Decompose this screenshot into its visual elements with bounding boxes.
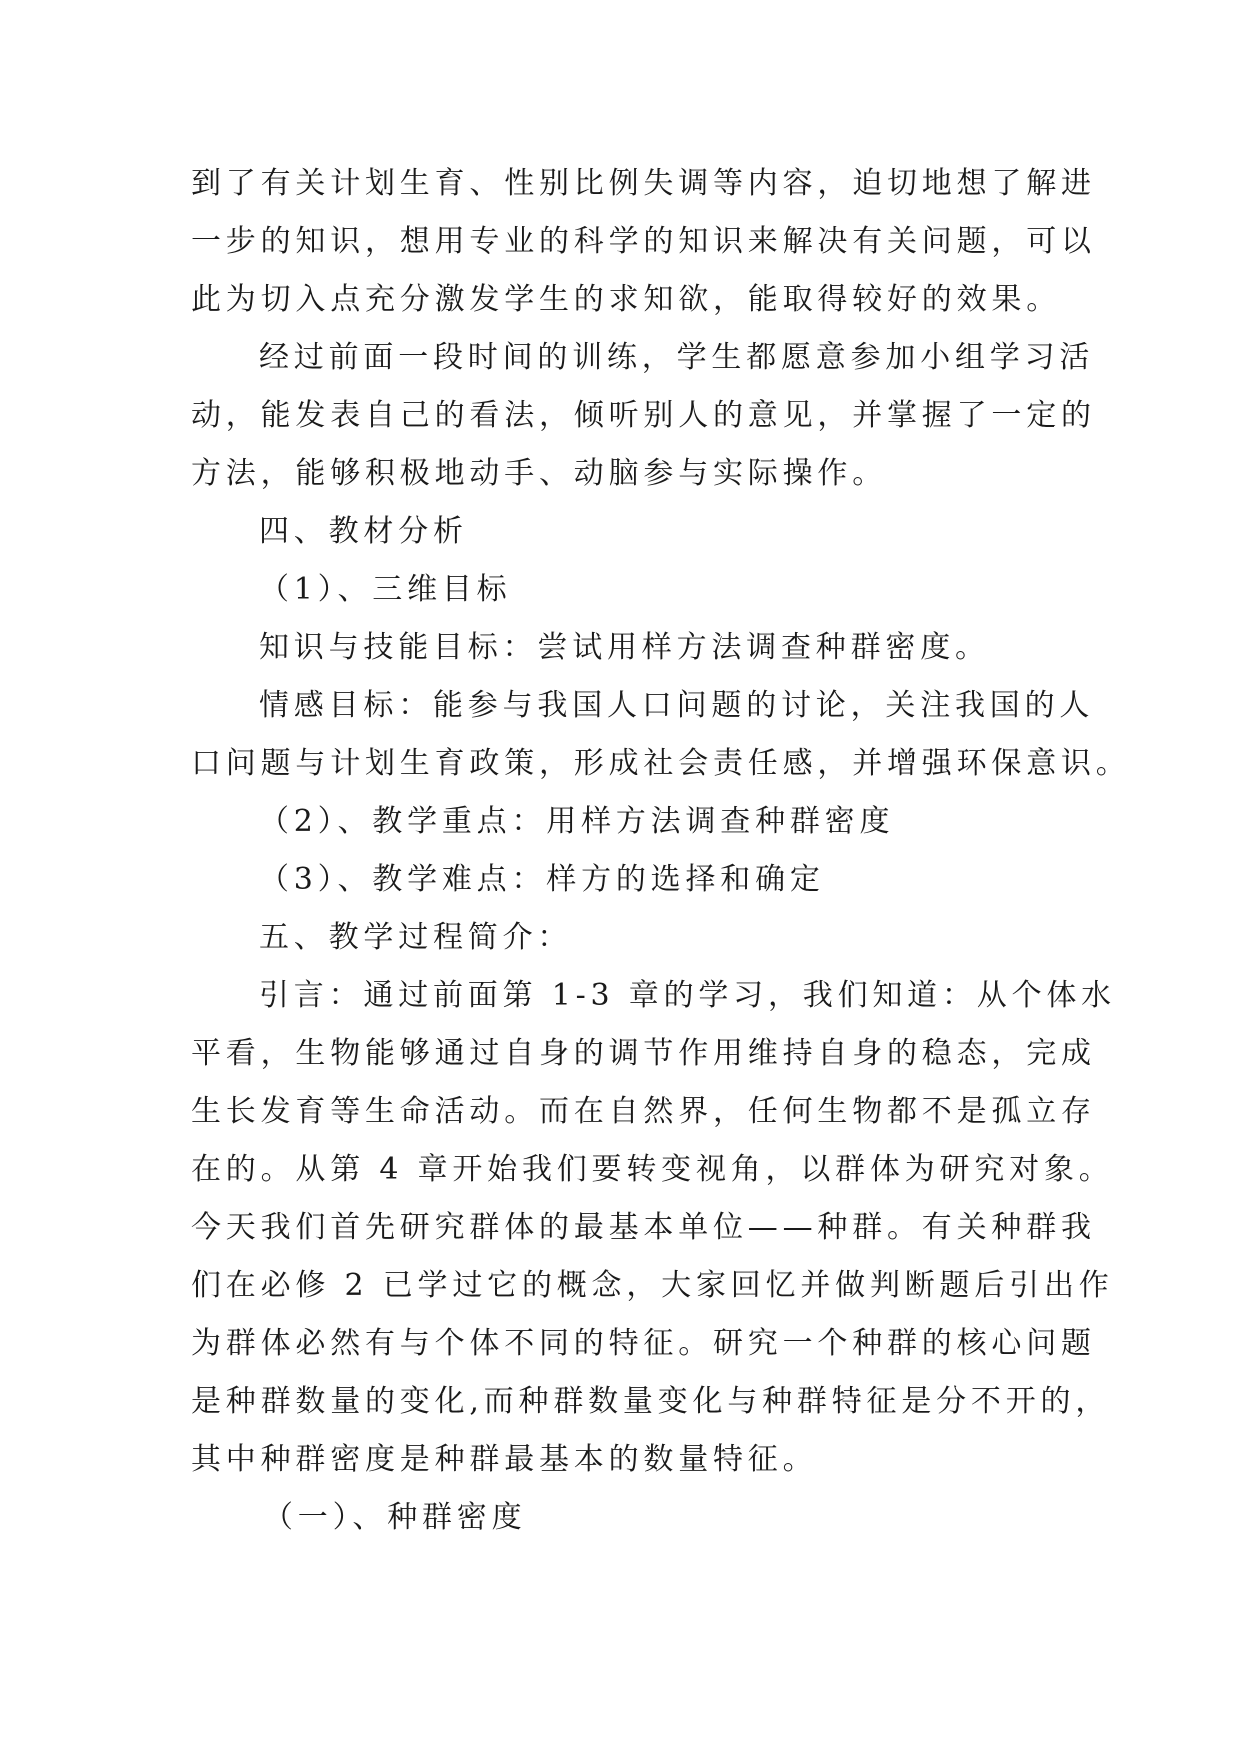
text-line: 一步的知识，想用专业的科学的知识来解决有关问题，可以 bbox=[191, 224, 1096, 259]
section-heading: 五、教学过程简介： bbox=[259, 920, 573, 955]
text-line: 口问题与计划生育政策，形成社会责任感，并增强环保意识。 bbox=[191, 746, 1131, 781]
subsection-heading: （一）、种群密度 bbox=[263, 1500, 527, 1535]
text-line: 今天我们首先研究群体的最基本单位——种群。有关种群我 bbox=[191, 1210, 1096, 1245]
text-line: 们在必修 2 已学过它的概念，大家回忆并做判断题后引出作 bbox=[191, 1268, 1114, 1303]
text-line: 方法，能够积极地动手、动脑参与实际操作。 bbox=[191, 456, 887, 491]
paragraph-start-line: 经过前面一段时间的训练，学生都愿意参加小组学习活 bbox=[259, 340, 1095, 375]
subsection-heading: （1）、三维目标 bbox=[259, 572, 512, 607]
text-line: 其中种群密度是种群最基本的数量特征。 bbox=[191, 1442, 818, 1477]
text-line: 生长发育等生命活动。而在自然界，任何生物都不是孤立存 bbox=[191, 1094, 1096, 1129]
paragraph-start-line: 知识与技能目标：尝试用样方法调查种群密度。 bbox=[259, 630, 990, 665]
paragraph-start-line: 引言：通过前面第 1-3 章的学习，我们知道：从个体水 bbox=[259, 978, 1116, 1013]
text-line: 在的。从第 4 章开始我们要转变视角，以群体为研究对象。 bbox=[191, 1152, 1114, 1187]
subsection-heading: （3）、教学难点：样方的选择和确定 bbox=[259, 862, 825, 897]
subsection-heading: （2）、教学重点：用样方法调查种群密度 bbox=[259, 804, 895, 839]
text-line: 为群体必然有与个体不同的特征。研究一个种群的核心问题 bbox=[191, 1326, 1096, 1361]
section-heading: 四、教材分析 bbox=[259, 514, 468, 549]
text-line: 到了有关计划生育、性别比例失调等内容，迫切地想了解进 bbox=[191, 166, 1096, 201]
text-line: 动，能发表自己的看法，倾听别人的意见，并掌握了一定的 bbox=[191, 398, 1096, 433]
text-line: 平看，生物能够通过自身的调节作用维持自身的稳态，完成 bbox=[191, 1036, 1096, 1071]
text-line: 是种群数量的变化,而种群数量变化与种群特征是分不开的， bbox=[191, 1384, 1111, 1419]
document-body bbox=[191, 155, 1131, 1547]
text-line: 此为切入点充分激发学生的求知欲，能取得较好的效果。 bbox=[191, 282, 1061, 317]
paragraph-start-line: 情感目标：能参与我国人口问题的讨论，关注我国的人 bbox=[259, 688, 1095, 723]
